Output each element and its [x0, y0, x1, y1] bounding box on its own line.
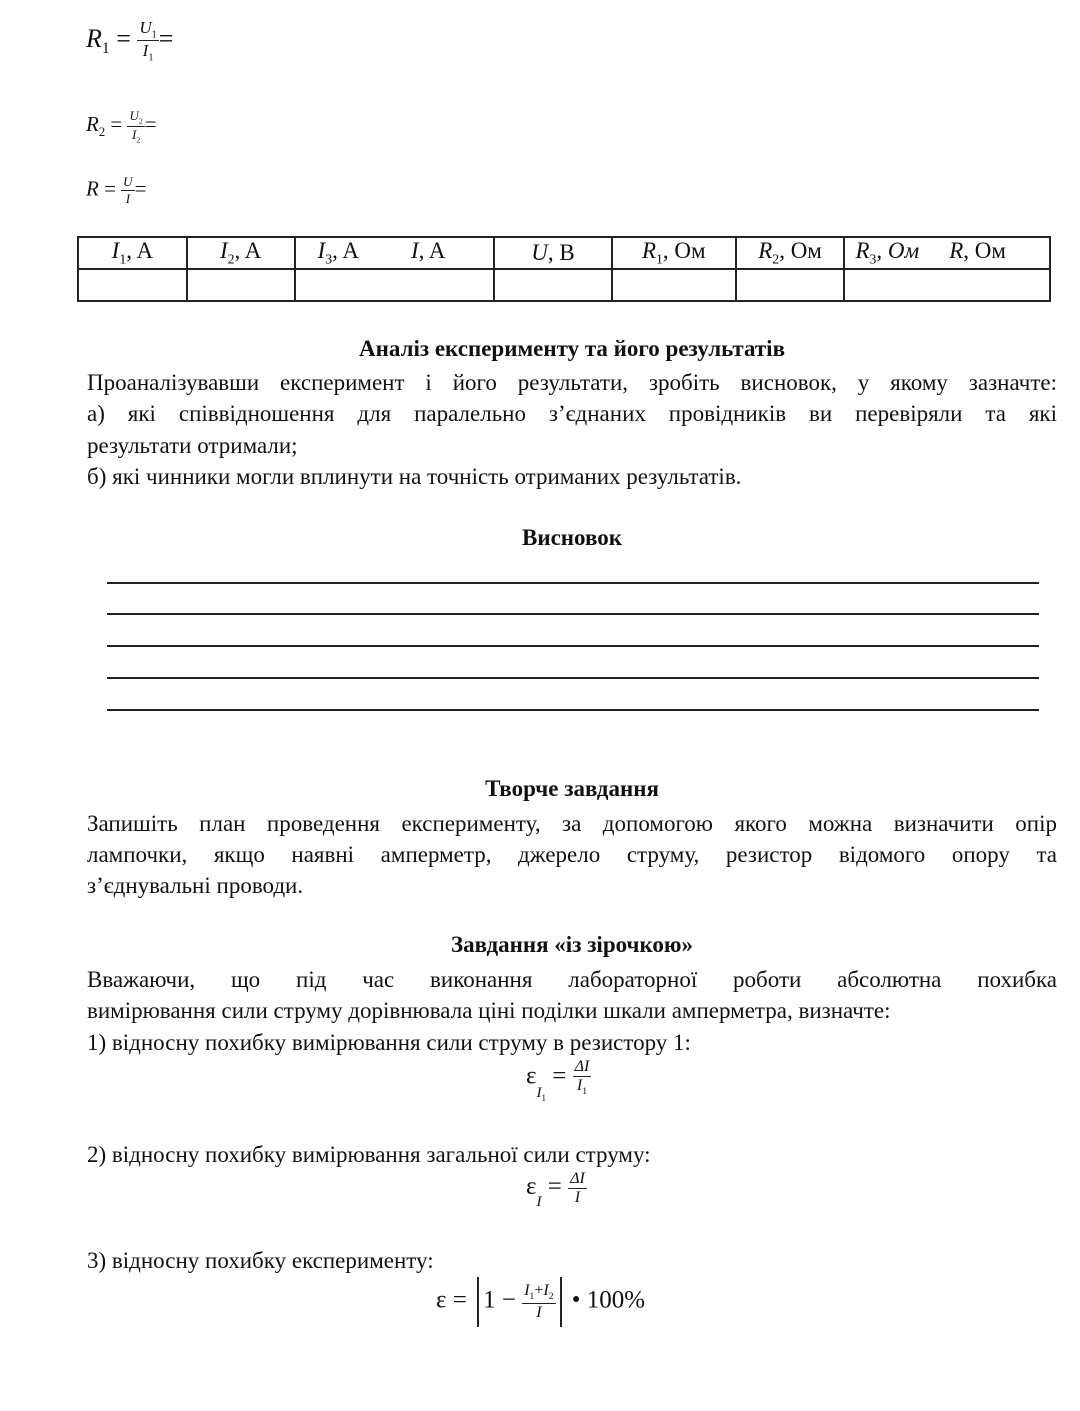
formula-eps — [436, 1277, 645, 1327]
formula-subscript: 2 — [548, 1291, 554, 1303]
formula-subscript: 1 — [151, 29, 157, 41]
table-cell[interactable] — [187, 269, 295, 301]
answer-line — [107, 645, 1039, 647]
formula-subscript: 2 — [138, 116, 143, 126]
header-unit: , Ом — [876, 238, 920, 264]
table-header-row — [78, 237, 1050, 269]
formula-fraction — [121, 174, 134, 207]
header-symbol: I — [410, 238, 419, 264]
table-cell[interactable] — [844, 269, 1050, 301]
formula-eps-i — [526, 1170, 587, 1211]
formula-subscript: 1 — [148, 52, 154, 64]
header-subscript: 2 — [772, 251, 780, 267]
analysis-line: Проаналізувавши експеримент і його результати, зробіть висновок, у якому зазначте: — [87, 370, 1057, 395]
formula-numerator: U — [139, 18, 152, 37]
header-symbol: I — [317, 238, 326, 264]
header-r3-r — [844, 237, 1050, 269]
header-symbol: U — [531, 240, 548, 265]
results-table — [77, 236, 1051, 302]
answer-line — [107, 709, 1039, 711]
header-symbol: I — [111, 238, 120, 264]
formula-denominator: I — [142, 41, 149, 61]
formula-subscript: 1 — [582, 1086, 588, 1098]
star-line: 1) відносну похибку вимірювання сили струму в резистору 1: — [87, 1030, 691, 1055]
table-cell[interactable] — [295, 269, 495, 301]
header-symbol: R — [641, 238, 656, 264]
formula-denominator: I — [574, 1189, 581, 1206]
formula-symbol: R — [86, 176, 99, 201]
header-subscript: 3 — [325, 251, 333, 267]
formula-subscript: 2 — [98, 125, 106, 140]
formula-equals: = — [144, 111, 157, 136]
header-unit: , A — [234, 238, 262, 264]
formula-fraction — [573, 1058, 592, 1097]
formula-equals: = — [552, 1062, 567, 1090]
creative-line: з’єднувальні проводи. — [87, 873, 304, 898]
header-unit: , Ом — [662, 238, 706, 264]
header-unit: , A — [126, 238, 154, 264]
formula-equals: = — [116, 23, 131, 53]
header-symbol: R — [855, 238, 870, 264]
formula-subscript: 1 — [529, 1291, 535, 1303]
analysis-line: б) які чинники могли вплинути на точність отриманих результатів. — [87, 464, 742, 489]
header-unit: , A — [418, 238, 446, 264]
table-cell[interactable] — [78, 269, 187, 301]
analysis-line: результати отримали; — [87, 433, 298, 458]
formula-fraction — [127, 108, 144, 144]
formula-numerator: I — [524, 1282, 530, 1300]
star-line: Вважаючи, що під час виконання лабораторної роботи абсолютна похибка — [87, 967, 1057, 992]
formula-symbol: R — [86, 23, 102, 53]
formula-numerator: U — [129, 108, 139, 123]
absolute-bar-left — [477, 1277, 479, 1327]
formula-subscript: 2 — [136, 135, 141, 145]
formula-epsilon: ε — [526, 1173, 537, 1201]
answer-line — [107, 613, 1039, 615]
analysis-heading: Аналіз експерименту та його результатів — [359, 336, 785, 361]
star-heading: Завдання «із зірочкою» — [450, 932, 694, 957]
header-unit: , Ом — [779, 238, 822, 264]
formula-denominator: I — [536, 1303, 542, 1321]
formula-r1 — [86, 18, 173, 64]
header-r2 — [736, 237, 845, 269]
header-u — [494, 237, 612, 269]
formula-percent: 100% — [586, 1286, 646, 1314]
formula-equals: = — [158, 23, 174, 53]
formula-equals: = — [547, 1173, 562, 1201]
header-subscript: 3 — [869, 251, 877, 267]
star-item-2: 2) відносну похибку вимірювання загальної сили струму: — [87, 1142, 651, 1167]
formula-numerator: ΔI — [574, 1058, 590, 1075]
analysis-line: а) які співвідношення для паралельно з’єднаних провідників ви перевіряли та які — [87, 401, 1057, 426]
formula-numerator: I — [543, 1282, 549, 1300]
formula-subscript: 1 — [541, 1093, 546, 1104]
header-subscript: 1 — [119, 251, 127, 267]
answer-line — [107, 677, 1039, 679]
formula-epsilon: ε — [526, 1062, 537, 1090]
formula-numerator: U — [123, 174, 133, 189]
star-line: вимірювання сили струму дорівнювала ціні поділки шкали амперметра, визначте: — [87, 998, 891, 1023]
formula-multiply: • — [571, 1286, 581, 1314]
header-unit: , Ом — [963, 238, 1006, 264]
formula-r — [86, 174, 146, 207]
formula-subscript: I — [536, 1194, 542, 1211]
star-item-3: 3) відносну похибку експерименту: — [87, 1248, 434, 1273]
header-unit: , B — [547, 240, 575, 265]
header-symbol: R — [758, 238, 773, 264]
conclusion-heading: Висновок — [522, 525, 622, 550]
table-cell[interactable] — [612, 269, 736, 301]
formula-eps-i1 — [526, 1058, 591, 1104]
formula-subscript: 1 — [101, 40, 110, 58]
creative-heading: Творче завдання — [485, 776, 659, 801]
header-i1 — [78, 237, 187, 269]
absolute-bar-right — [560, 1277, 562, 1327]
table-cell[interactable] — [736, 269, 845, 301]
formula-minus: − — [501, 1286, 516, 1314]
formula-fraction — [522, 1282, 555, 1321]
formula-fraction — [568, 1170, 587, 1207]
formula-one: 1 — [483, 1286, 496, 1314]
formula-symbol: R — [86, 111, 99, 136]
header-symbol: I — [219, 238, 228, 264]
header-i2 — [187, 237, 295, 269]
formula-equals: = — [110, 111, 123, 136]
formula-fraction — [137, 18, 158, 64]
header-unit: , A — [332, 238, 359, 264]
table-row — [78, 269, 1050, 301]
formula-denominator: I — [125, 191, 131, 206]
header-symbol: R — [949, 238, 964, 264]
formula-equals: = — [134, 176, 147, 201]
creative-line: лампочки, якщо наявні амперметр, джерело струму, резистор відомого опору та — [87, 842, 1057, 867]
formula-r2 — [86, 108, 157, 144]
creative-line: Запишіть план проведення експерименту, за допомогою якого можна визначити опір — [87, 811, 1057, 836]
table-cell[interactable] — [494, 269, 612, 301]
answer-line — [107, 582, 1039, 584]
formula-denominator: I — [131, 126, 137, 142]
formula-denominator: I — [576, 1077, 583, 1094]
header-subscript: 2 — [227, 251, 235, 267]
formula-subscript: I — [536, 1085, 542, 1102]
header-subscript: 1 — [656, 251, 663, 267]
formula-numerator: ΔI — [570, 1170, 585, 1187]
formula-equals: = — [452, 1286, 467, 1314]
header-r1 — [612, 237, 736, 269]
header-i3-i — [295, 237, 495, 269]
formula-epsilon: ε — [436, 1286, 447, 1314]
formula-equals: = — [104, 176, 116, 201]
formula-plus: + — [534, 1282, 544, 1300]
